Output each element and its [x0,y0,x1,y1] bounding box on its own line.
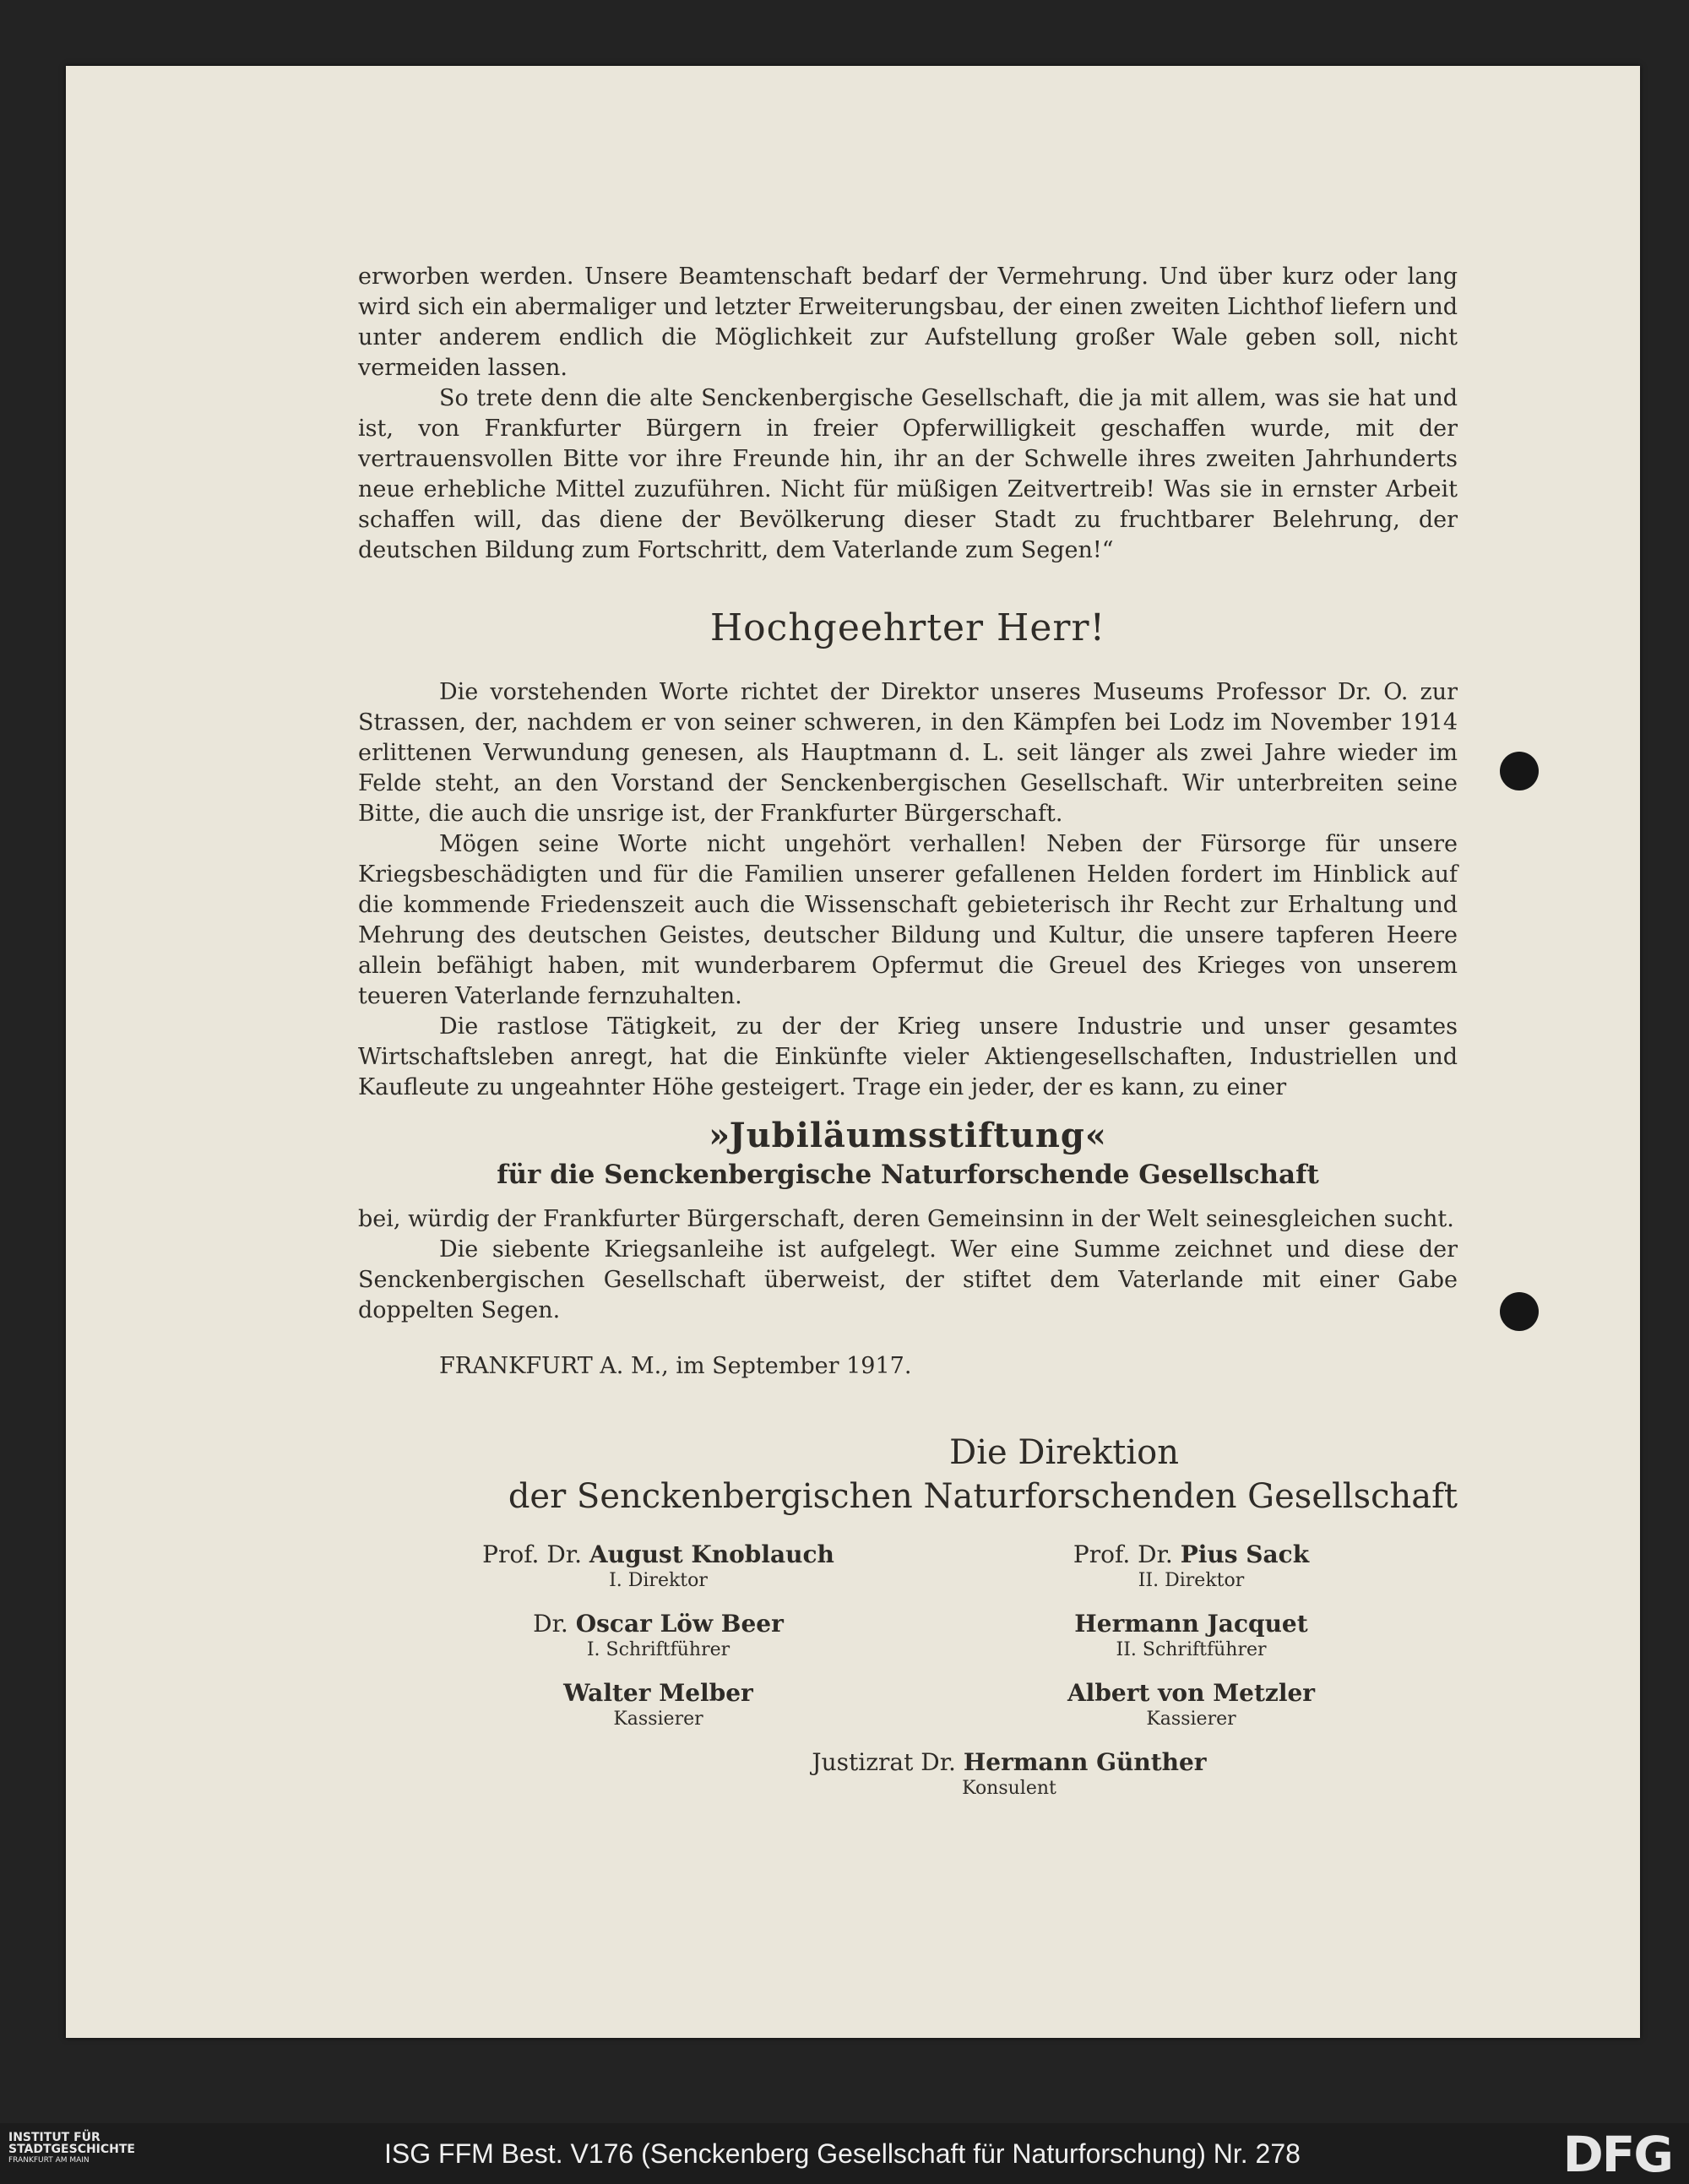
direction-block [358,1431,1458,1518]
signatory [392,1748,1458,1801]
signatory-role: I. Direktor [609,1570,708,1591]
salutation-heading: Hochgeehrter Herr! [709,606,1106,649]
paragraph-3: Die vorstehenden Worte richtet der Direktor unseres Museums Professor Dr. O. zur Strassen, der, nachdem er von seiner schweren, in den Kämpfen bei Lodz im November 1914 erlittenen Verwundung genesen, als Hauptmann d. L. seit länger als zwei Jahre wieder im Felde steht, an den Vorstand der Senckenbergischen Gesellschaft. Wir unterbreiten seine Bitte, die auch die unsrige ist, der Frankfurter Bürgerschaft. [358,679,1458,827]
paragraph-7: Die siebente Kriegsanleihe ist aufgelegt. Wer eine Summe zeichnet und diese der Senckenbergischen Gesellschaft überweist, der stiftet dem Vaterlande mit einer Gabe doppelten Segen. [358,1236,1458,1323]
signatory-role: Konsulent [962,1778,1056,1799]
punch-hole-lower [1500,1292,1539,1331]
signatory-prefix: Justizrat Dr. [812,1748,956,1776]
paragraph-1: erworben werden. Unsere Beamtenschaft bedarf der Vermehrung. Und über kurz oder lang wird sich ein abermaliger und letzter Erweiterungsbau, der einen zweiten Lichthof liefern und unter anderem endlich die Möglichkeit zur Aufstellung großer Wale geben soll, nicht vermeiden lassen. [358,263,1458,381]
signatory [392,1610,925,1662]
place-date: FRANKFURT A. M., im September 1917. [439,1353,912,1379]
signatory-name: Oscar Löw Beer [575,1610,784,1638]
direction-line-1: Die Direktion [949,1433,1179,1472]
paragraph-2: So trete denn die alte Senckenbergische Gesellschaft, die ja mit allem, was sie hat und ist, von Frankfurter Bürgern in freier Opferwilligkeit geschaffen wurde, mit der vertrauensvollen Bitte vor ihre Freunde hin, ihr an der Schwelle ihres zweiten Jahrhunderts neue erhebliche Mittel zuzuführen. Nicht für müßigen Zeitvertreib! Was sie in ernster Arbeit schaffen will, das diene der Bevölkerung dieser Stadt zu fruchtbarer Belehrung, der deutschen Bildung zum Fortschritt, dem Vaterlande zum Segen!“ [358,385,1458,563]
signatories [358,1540,1458,1801]
archive-reference: ISG FFM Best. V176 (Senckenberg Gesellschaft für Naturforschung) Nr. 278 [384,2138,1301,2169]
document-page [66,66,1640,2038]
paragraph-4: Mögen seine Worte nicht ungehört verhallen! Neben der Fürsorge für unsere Kriegsbeschädigten und für die Familien unserer gefallenen Helden fordert im Hinblick auf die kommende Friedenszeit auch die Wissenschaft gebieterisch ihr Recht zur Erhaltung und Mehrung des deutschen Geistes, deutscher Bildung und Kultur, die unsere tapferen Heere allein befähigt haben, mit wunderbarem Opfermut die Greuel des Krieges von unserem teueren Vaterlande fernzuhalten. [358,831,1458,1009]
institute-line-2: STADTGESCHICHTE [8,2143,135,2156]
signatory-role: II. Direktor [1138,1570,1245,1591]
signatory-prefix: Prof. Dr. [1073,1540,1173,1568]
signatory [392,1540,925,1593]
institute-line-1: INSTITUT FÜR [8,2131,100,2144]
signatory [392,1679,925,1731]
signatory [925,1679,1458,1731]
punch-hole-upper [1500,752,1539,790]
dfg-logo: DFG [1562,2126,1672,2183]
signatory-prefix: Prof. Dr. [482,1540,583,1568]
institute-logo [8,2132,135,2165]
signatory-name: Hermann Jacquet [1074,1610,1308,1638]
jubilee-title: »Jubiläumsstiftung« [709,1116,1107,1155]
signatory-role: II. Schriftführer [1116,1639,1267,1660]
signatory-prefix: Dr. [533,1610,568,1638]
paragraph-6: bei, würdig der Frankfurter Bürgerschaft, deren Gemeinsinn in der Welt seinesgleichen sucht. [358,1206,1454,1232]
archive-footer [0,2123,1689,2184]
signatory-name: Hermann Günther [963,1748,1207,1776]
signatory-role: I. Schriftführer [586,1639,730,1660]
institute-line-3: FRANKFURT AM MAIN [8,2156,90,2165]
signatory-role: Kassierer [1146,1709,1236,1730]
signatory [925,1610,1458,1662]
signatory-name: Pius Sack [1180,1540,1310,1568]
signatory-name: Walter Melber [563,1679,753,1707]
signatory [925,1540,1458,1593]
letter-body [358,262,1458,1801]
paragraph-5: Die rastlose Tätigkeit, zu der der Krieg unsere Industrie und unser gesamtes Wirtschaftsleben anregt, hat die Einkünfte vieler Aktiengesellschaften, Industriellen und Kaufleute zu ungeahnter Höhe gesteigert. Trage ein jeder, der es kann, zu einer [358,1013,1458,1100]
signatory-name: Albert von Metzler [1067,1679,1316,1707]
direction-line-2: der Senckenbergischen Naturforschenden Gesellschaft [508,1477,1458,1516]
jubilee-subtitle: für die Senckenbergische Naturforschende Gesellschaft [497,1160,1319,1190]
signatory-name: August Knoblauch [589,1540,834,1568]
signatory-role: Kassierer [613,1709,703,1730]
